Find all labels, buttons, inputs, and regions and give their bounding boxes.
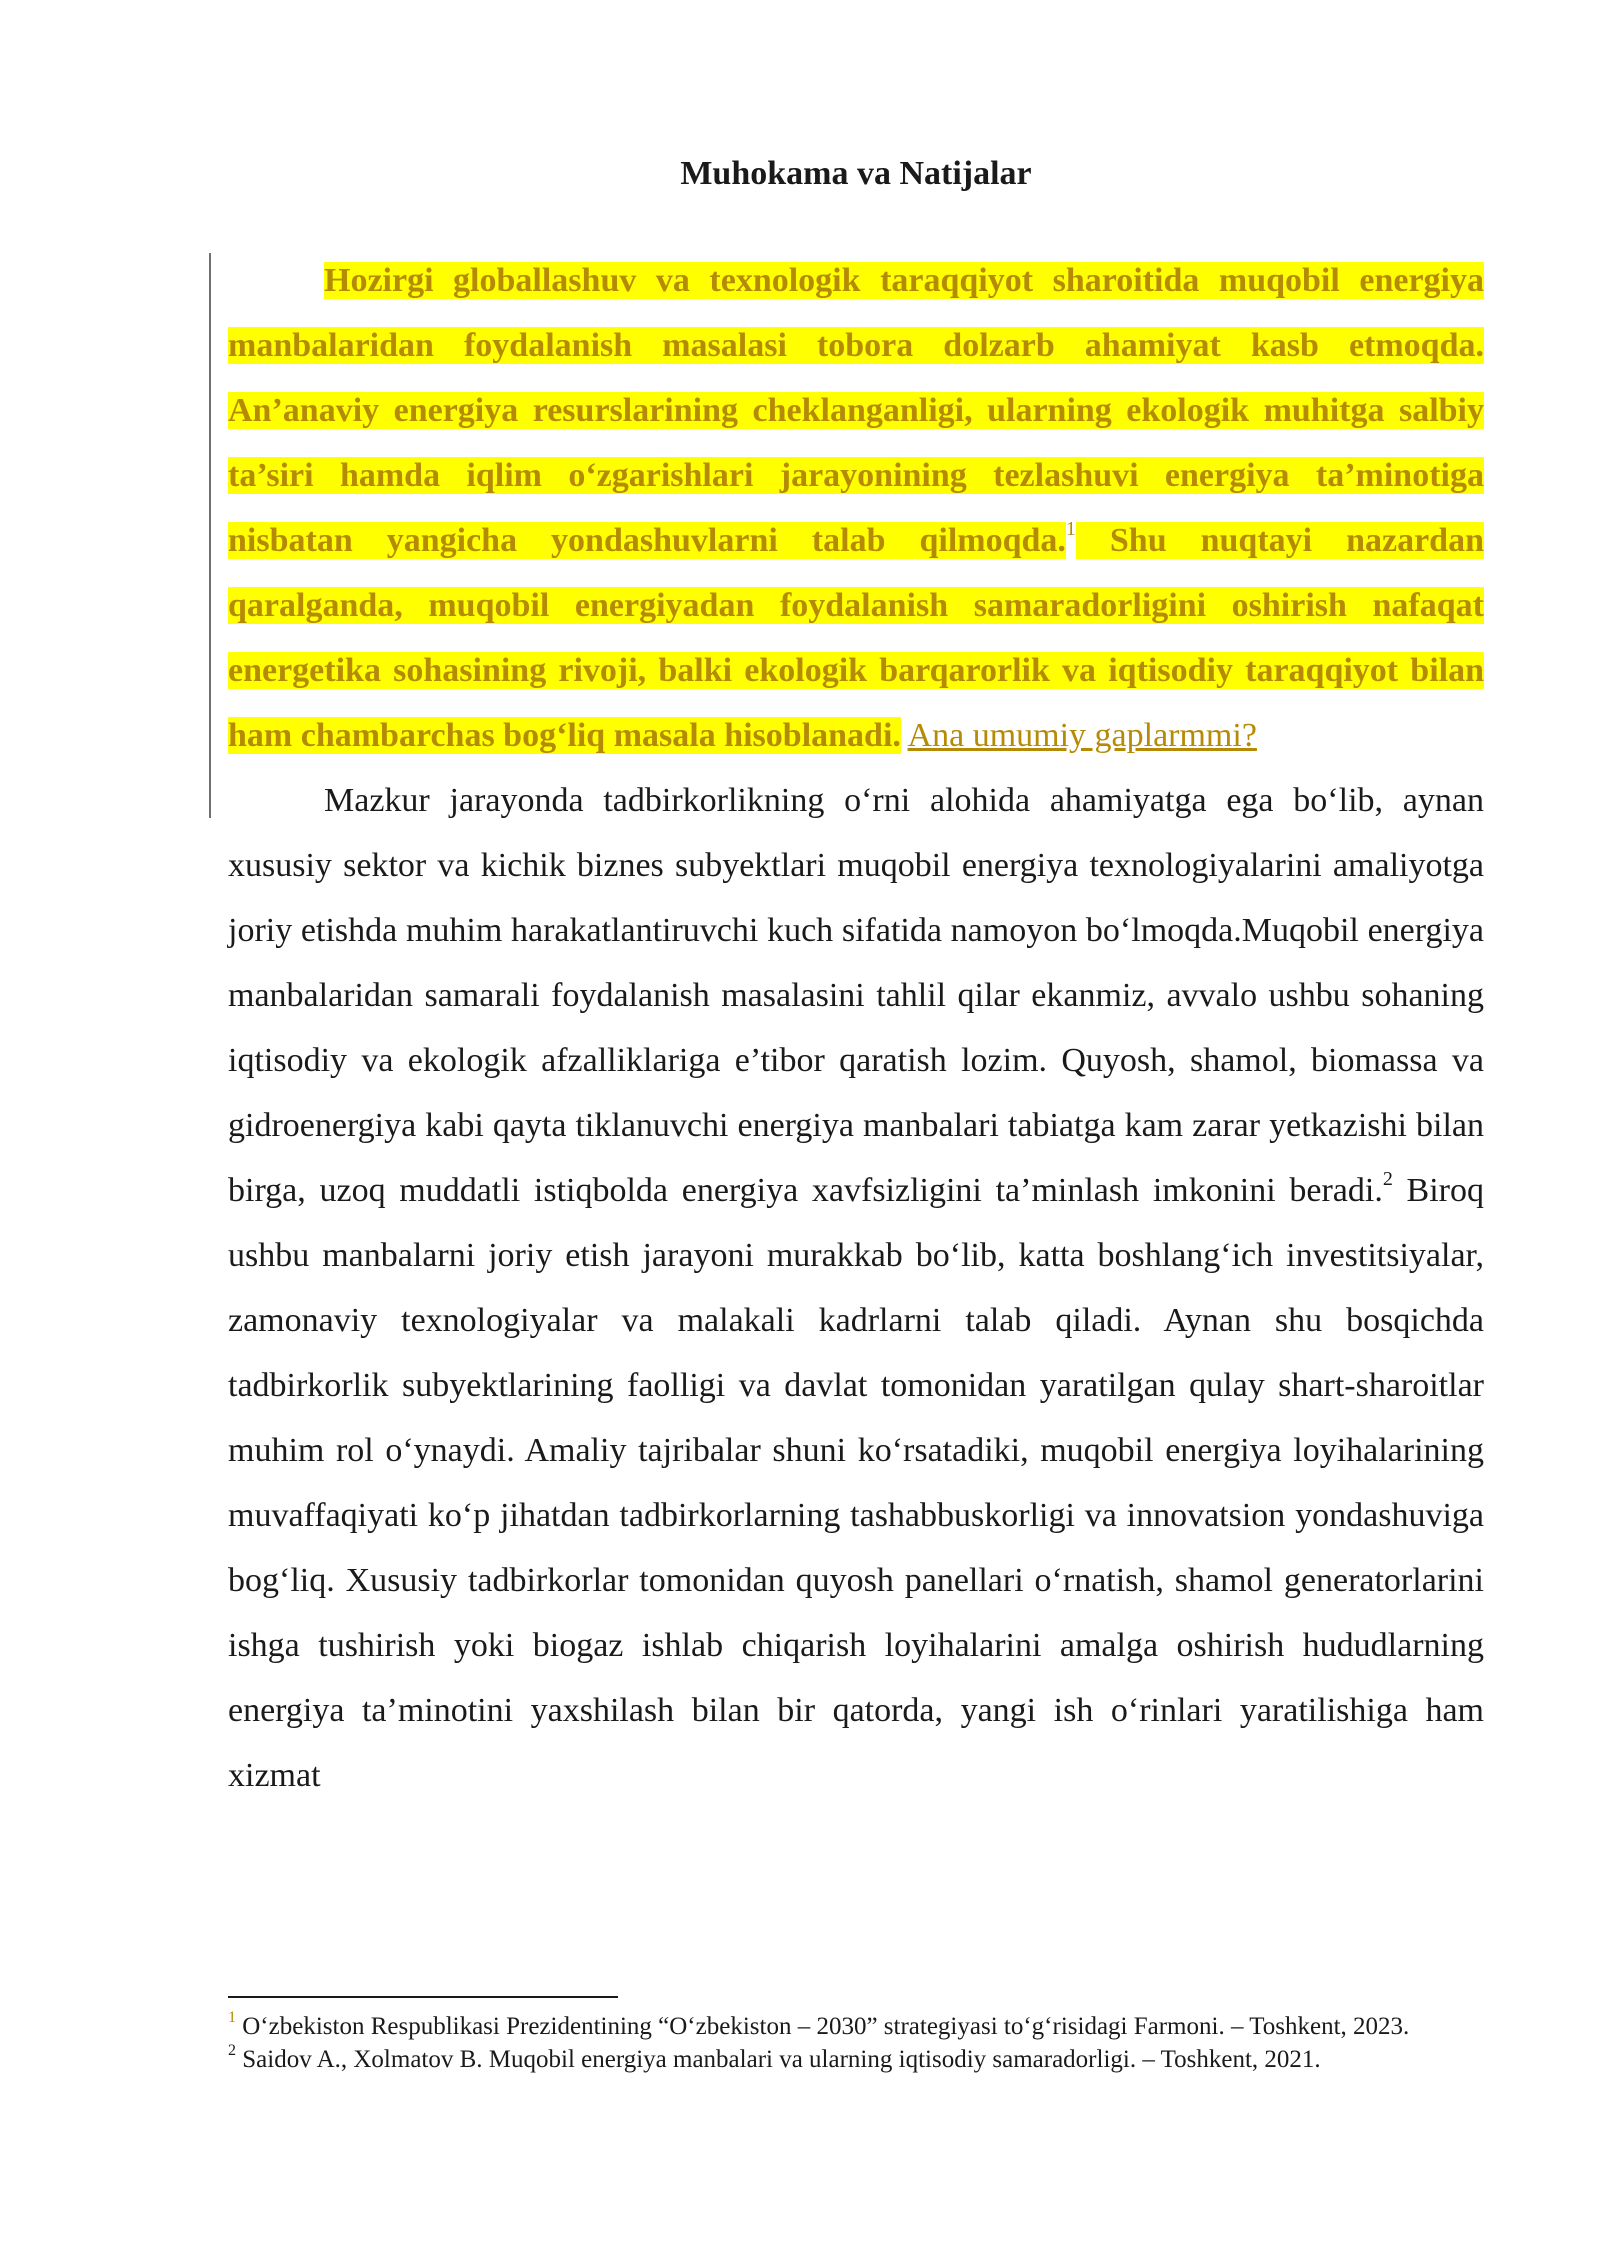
footnote-ref-1[interactable]: 1 [1065, 517, 1076, 540]
footnote-number-1: 1 [228, 2008, 236, 2026]
footnote-number-2: 2 [228, 2041, 236, 2059]
highlighted-text[interactable]: Hozirgi globallashuv va texnologik taraqqiyot sharoitida muqobil energiya manbalaridan foydalanish masalasi tobora dolzarb ahamiyat kasb etmoqda. An’anaviy energiya resurslarining cheklanganligi, ularning ekologik muhitga salbiy ta’siri hamda iqlim o‘zgarishlari jarayonining tezlashuvi energiya ta’minotiga nisbatan yangicha yondashuvlarni talab qilmoqda. [228, 262, 1484, 559]
document-body [228, 248, 1484, 1808]
paragraph-highlighted [228, 248, 1484, 768]
page-title: Muhokama va Natijalar [680, 155, 1032, 192]
footnote-2 [228, 2043, 1484, 2076]
body-text-part-b: Biroq ushbu manbalarni joriy etish jarayoni murakkab bo‘lib, katta boshlang‘ich investitsiyalar, zamonaviy texnologiyalar va malakali kadrlarni talab qiladi. Aynan shu bosqichda tadbirkorlik subyektlarining faolligi va davlat tomonidan yaratilgan qulay shart-sharoitlar muhim rol o‘ynaydi. Amaliy tajribalar shuni ko‘rsatadiki, muqobil energiya loyihalarining muvaffaqiyati ko‘p jihatdan tadbirkorlarning tashabbuskorligi va innovatsion yondashuviga bog‘liq. Xususiy tadbirkorlar tomonidan quyosh panellari o‘rnatish, shamol generatorlarini ishga tushirish yoki biogaz ishlab chiqarish loyihalarini amalga oshirish hududlarning energiya ta’minotini yaxshilash bilan bir qatorda, yangi ish o‘rinlari yaratilishiga ham xizmat [228, 1172, 1485, 1794]
footnote-text-1: O‘zbekiston Respublikasi Prezidentining “O‘zbekiston – 2030” strategiyasi to‘g‘risidagi Farmoni. – Toshkent, 2023. [242, 2013, 1410, 2040]
change-bar [209, 253, 211, 818]
body-text-part-a: Mazkur jarayonda tadbirkorlikning o‘rni alohida ahamiyatga ega bo‘lib, aynan xususiy sektor va kichik biznes subyektlari muqobil energiya texnologiyalarini amaliyotga joriy etishda muhim harakatlantiruvchi kuch sifatida namoyon bo‘lmoqda.Muqobil energiya manbalaridan samarali foydalanish masalasini tahlil qilar ekanmiz, avvalo ushbu sohaning iqtisodiy va ekologik afzalliklariga e’tibor qaratish lozim. Quyosh, shamol, biomassa va gidroenergiya kabi qayta tiklanuvchi energiya manbalari tabiatga kam zarar yetkazishi bilan birga, uzoq muddatli istiqbolda energiya xavfsizligini ta’minlash imkonini beradi. [228, 782, 1484, 1209]
footnote-ref-2[interactable]: 2 [1382, 1167, 1393, 1190]
inserted-comment[interactable]: Ana umumiy gaplarmmi? [907, 717, 1257, 754]
highlighted-text-continued[interactable]: Shu nuqtayi nazardan qaralganda, muqobil energiyadan foydalanish samaradorligini oshirish nafaqat energetika sohasining rivoji, balki ekologik barqarorlik va iqtisodiy taraqqiyot bilan ham chambarchas bog‘liq masala hisoblanadi. [228, 522, 1484, 754]
footnote-separator [228, 1996, 618, 1998]
footnote-text-2: Saidov A., Xolmatov B. Muqobil energiya manbalari va ularning iqtisodiy samaradorligi. – Toshkent, 2021. [242, 2046, 1321, 2073]
footnotes [228, 2010, 1484, 2076]
paragraph-body [228, 768, 1484, 1808]
footnote-1 [228, 2010, 1484, 2043]
